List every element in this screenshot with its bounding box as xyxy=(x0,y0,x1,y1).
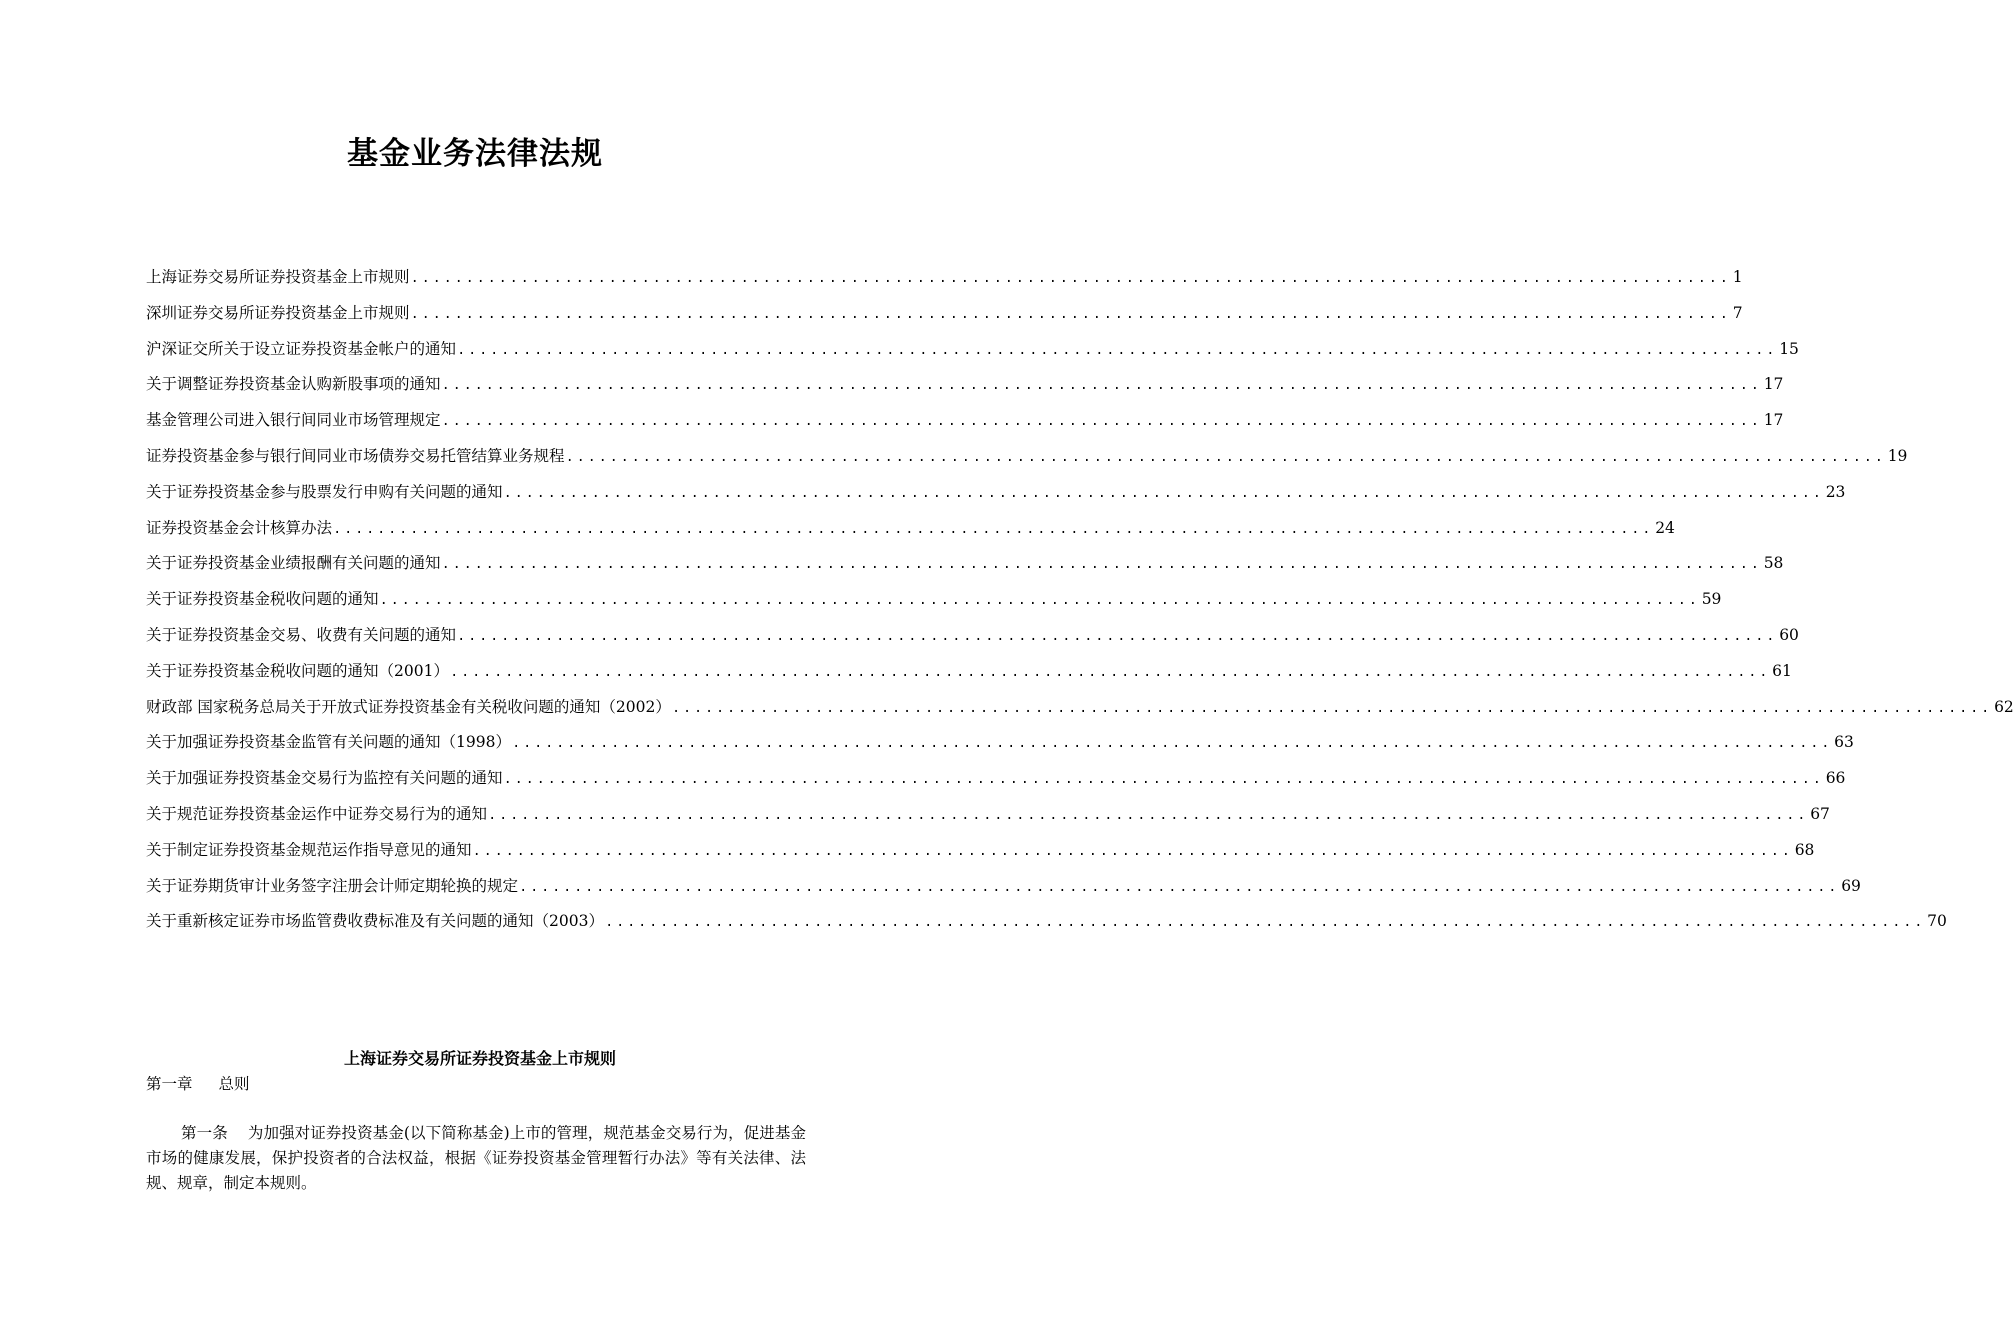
toc-entry-title: 证券投资基金参与银行间同业市场债券交易托管结算业务规程 xyxy=(146,446,565,465)
toc-entry-title: 关于调整证券投资基金认购新股事项的通知 xyxy=(146,375,441,394)
toc-dot-leader: ........................................................................................................................ xyxy=(503,772,1824,789)
toc-entry-page: 68 xyxy=(1794,840,1815,859)
toc-entry[interactable] xyxy=(146,546,1784,582)
toc-entry-page: 70 xyxy=(1927,912,1947,931)
toc-entry-page: 19 xyxy=(1887,446,1908,465)
toc-entry-page: 15 xyxy=(1779,339,1799,358)
toc-entry-page: 58 xyxy=(1763,554,1784,573)
toc-entry-page: 1 xyxy=(1732,268,1743,286)
toc-dot-leader: ........................................................................................................................ xyxy=(379,593,1700,610)
toc-entry[interactable] xyxy=(146,367,1784,403)
toc-entry-page: 61 xyxy=(1772,661,1792,680)
toc-entry-page: 24 xyxy=(1655,518,1675,537)
toc-entry-title: 基金管理公司进入银行间同业市场管理规定 xyxy=(146,411,441,430)
toc-entry-page: 62 xyxy=(1994,697,2014,716)
toc-entry[interactable] xyxy=(146,869,1861,905)
toc-entry[interactable] xyxy=(146,690,2014,726)
toc-entry-title: 财政部 国家税务总局关于开放式证券投资基金有关税收问题的通知（2002） xyxy=(146,697,671,716)
toc-entry[interactable] xyxy=(146,833,1815,869)
toc-entry[interactable] xyxy=(146,475,1846,511)
toc-entry[interactable] xyxy=(146,296,1743,332)
section-title: 上海证券交易所证券投资基金上市规则 xyxy=(343,1049,616,1068)
toc-dot-leader: ........................................................................................................................ xyxy=(604,915,1926,932)
toc-entry-title: 关于证券投资基金参与股票发行申购有关问题的通知 xyxy=(146,482,503,501)
toc-entry-title: 关于加强证券投资基金交易行为监控有关问题的通知 xyxy=(146,769,503,788)
toc-dot-leader: ........................................................................................................................ xyxy=(449,664,1771,681)
toc-entry-title: 证券投资基金会计核算办法 xyxy=(146,518,333,537)
toc-entry-page: 67 xyxy=(1810,804,1830,823)
article-paragraph xyxy=(146,1121,806,1196)
toc-dot-leader: ........................................................................................................................ xyxy=(441,378,1762,395)
toc-entry-title: 关于证券投资基金税收问题的通知（2001） xyxy=(146,661,449,680)
toc-dot-leader: ........................................................................................................................ xyxy=(410,271,1731,287)
toc-entry[interactable] xyxy=(146,618,1799,654)
toc-entry-page: 66 xyxy=(1825,769,1846,788)
table-of-contents xyxy=(146,260,2014,940)
toc-entry-title: 关于加强证券投资基金监管有关问题的通知（1998） xyxy=(146,733,511,752)
toc-dot-leader: ........................................................................................................................ xyxy=(565,449,1886,466)
article-label: 第一条 xyxy=(181,1124,228,1142)
toc-dot-leader: ........................................................................................................................ xyxy=(488,807,1809,824)
toc-entry-title: 关于规范证券投资基金运作中证券交易行为的通知 xyxy=(146,804,488,823)
toc-entry[interactable] xyxy=(146,260,1743,296)
toc-entry-page: 23 xyxy=(1825,482,1846,501)
chapter-heading xyxy=(146,1072,250,1096)
article-text: 为加强对证券投资基金(以下简称基金)上市的管理，规范基金交易行为，促进基金市场的健康发展，保护投资者的合法权益，根据《证券投资基金管理暂行办法》等有关法律、法规、规章，制定本规则。 xyxy=(146,1124,806,1192)
toc-entry-page: 17 xyxy=(1763,411,1784,430)
toc-entry-title: 关于重新核定证券市场监管费收费标准及有关问题的通知（2003） xyxy=(146,912,604,931)
toc-entry-page: 63 xyxy=(1834,733,1854,752)
toc-dot-leader: ........................................................................................................................ xyxy=(671,700,1993,717)
toc-entry-page: 60 xyxy=(1779,625,1799,644)
document-title: 基金业务法律法规 xyxy=(347,136,603,172)
toc-entry[interactable] xyxy=(146,511,1675,547)
toc-dot-leader: ........................................................................................................................ xyxy=(441,557,1762,574)
toc-dot-leader: ........................................................................................................................ xyxy=(457,342,1778,359)
toc-entry[interactable] xyxy=(146,761,1846,797)
toc-entry[interactable] xyxy=(146,654,1792,690)
toc-entry[interactable] xyxy=(146,904,1947,940)
toc-dot-leader: ........................................................................................................................ xyxy=(511,736,1833,753)
toc-entry[interactable] xyxy=(146,797,1830,833)
toc-entry-page: 59 xyxy=(1701,590,1722,609)
toc-dot-leader: ........................................................................................................................ xyxy=(503,485,1824,502)
chapter-name: 总则 xyxy=(218,1075,250,1093)
toc-entry[interactable] xyxy=(146,332,1799,368)
toc-entry-page: 69 xyxy=(1841,876,1861,895)
toc-entry-title: 关于证券期货审计业务签字注册会计师定期轮换的规定 xyxy=(146,876,519,895)
toc-dot-leader: ........................................................................................................................ xyxy=(410,306,1731,323)
toc-entry-title: 上海证券交易所证券投资基金上市规则 xyxy=(146,268,410,286)
toc-entry-title: 关于证券投资基金交易、收费有关问题的通知 xyxy=(146,625,457,644)
toc-entry-page: 17 xyxy=(1763,375,1784,394)
toc-entry-title: 沪深证交所关于设立证券投资基金帐户的通知 xyxy=(146,339,457,358)
toc-dot-leader: ........................................................................................................................ xyxy=(333,521,1654,538)
toc-entry-title: 关于制定证券投资基金规范运作指导意见的通知 xyxy=(146,840,472,859)
toc-entry[interactable] xyxy=(146,439,1908,475)
toc-dot-leader: ........................................................................................................................ xyxy=(519,879,1840,896)
toc-entry-page: 7 xyxy=(1732,303,1743,322)
toc-entry-title: 关于证券投资基金业绩报酬有关问题的通知 xyxy=(146,554,441,573)
toc-entry-title: 关于证券投资基金税收问题的通知 xyxy=(146,590,379,609)
toc-dot-leader: ........................................................................................................................ xyxy=(472,843,1793,860)
toc-dot-leader: ........................................................................................................................ xyxy=(441,414,1762,431)
toc-dot-leader: ........................................................................................................................ xyxy=(457,628,1778,645)
toc-entry[interactable] xyxy=(146,725,1854,761)
toc-entry[interactable] xyxy=(146,403,1784,439)
chapter-label: 第一章 xyxy=(146,1075,193,1093)
toc-entry[interactable] xyxy=(146,582,1722,618)
toc-entry-title: 深圳证券交易所证券投资基金上市规则 xyxy=(146,303,410,322)
